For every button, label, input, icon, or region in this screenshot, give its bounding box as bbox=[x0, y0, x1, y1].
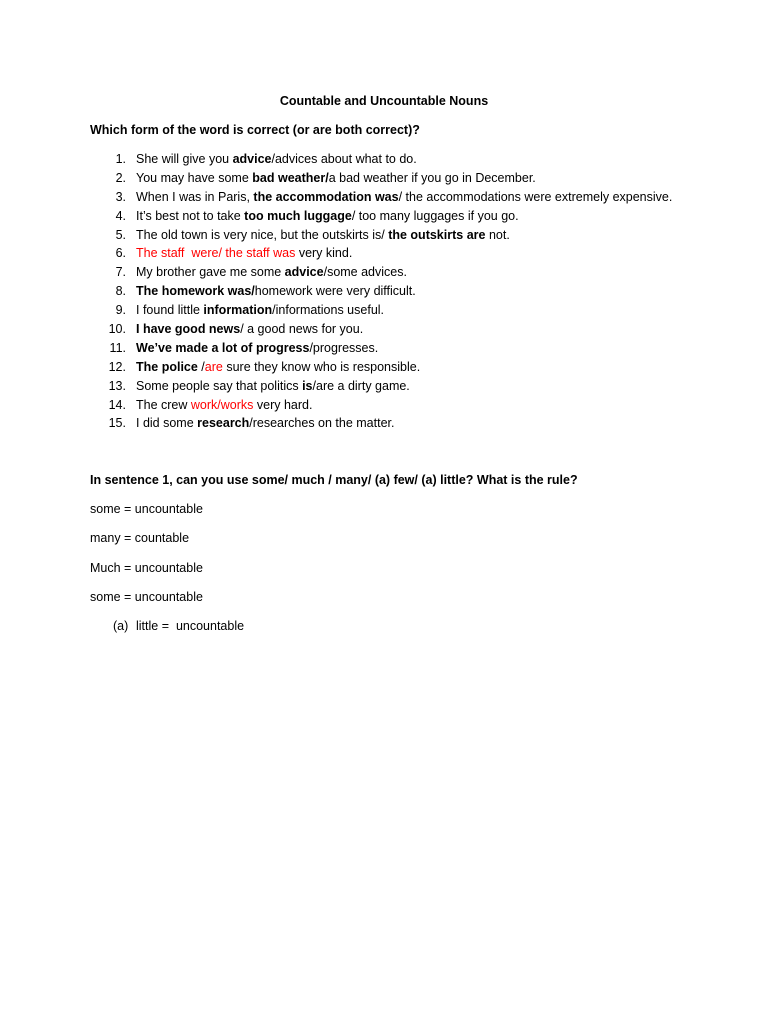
sentence-fragment: very hard. bbox=[253, 397, 313, 412]
sentence-fragment: /informations useful. bbox=[272, 303, 385, 318]
sentence-fragment: a bad weather if you go in December. bbox=[328, 170, 536, 185]
sentence-fragment: /some advices. bbox=[323, 265, 407, 280]
bold-answer-fragment: The homework was/ bbox=[136, 284, 255, 299]
exercise-item-number: 4. bbox=[115, 208, 126, 223]
bold-answer-fragment: the outskirts are bbox=[388, 227, 486, 242]
sentence-fragment: homework were very difficult. bbox=[254, 284, 416, 299]
bold-answer-fragment: is bbox=[302, 378, 313, 393]
sentence-fragment: Some people say that politics bbox=[136, 378, 303, 393]
sentence-fragment: /are a dirty game. bbox=[312, 378, 410, 393]
bold-answer-fragment: bad weather/ bbox=[252, 170, 329, 185]
exercise-item bbox=[0, 265, 768, 284]
bold-answer-fragment: research bbox=[197, 416, 250, 431]
document-title: Countable and Uncountable Nouns bbox=[279, 94, 489, 108]
exercise-item-text bbox=[136, 341, 378, 356]
exercise-item bbox=[0, 322, 768, 341]
exercise-item bbox=[0, 209, 768, 228]
exercise-item-text bbox=[136, 322, 363, 337]
sentence-fragment: sure they know who is responsible. bbox=[222, 359, 421, 374]
exercise-item-number: 7. bbox=[115, 265, 126, 280]
exercise-item bbox=[0, 246, 768, 265]
follow-up-question: In sentence 1, can you use some/ much / many/ (a) few/ (a) little? What is the rule? bbox=[90, 473, 578, 487]
bold-answer-fragment: information bbox=[203, 303, 273, 318]
sentence-fragment: / the accommodations were extremely expensive. bbox=[398, 189, 673, 204]
exercise-item bbox=[0, 379, 768, 398]
sentence-fragment: very kind. bbox=[295, 246, 353, 261]
exercise-item-number: 5. bbox=[115, 227, 126, 242]
rule-line-many: many = countable bbox=[90, 531, 190, 545]
exercise-item bbox=[0, 416, 768, 435]
sentence-fragment: She will give you bbox=[136, 152, 233, 166]
rule-line-little-text: little = uncountable bbox=[136, 619, 245, 633]
exercise-item-text bbox=[136, 152, 417, 167]
red-answer-fragment: The staff were/ the staff was bbox=[136, 246, 296, 261]
exercise-item-text bbox=[136, 284, 416, 299]
sentence-fragment: You may have some bbox=[136, 170, 253, 185]
bold-answer-fragment: The police bbox=[136, 359, 202, 374]
sentence-fragment: /researches on the matter. bbox=[249, 416, 395, 431]
bold-answer-fragment: the accommodation was bbox=[253, 189, 399, 204]
exercise-item-text bbox=[136, 246, 352, 261]
sentence-fragment: My brother gave me some bbox=[136, 265, 285, 280]
rule-line-some: some = uncountable bbox=[90, 502, 203, 516]
exercise-item-text bbox=[136, 303, 384, 318]
bold-answer-fragment: advice bbox=[284, 265, 324, 280]
sentence-fragment: The old town is very nice, but the outskirts is/ bbox=[136, 227, 389, 242]
sentence-fragment: It’s best not to take bbox=[136, 208, 245, 223]
exercise-item-number: 2. bbox=[115, 170, 126, 185]
exercise-item-number: 14. bbox=[108, 397, 126, 412]
exercise-item-number: 8. bbox=[115, 284, 126, 299]
sentence-fragment: / too many luggages if you go. bbox=[351, 208, 519, 223]
exercise-item-text bbox=[136, 171, 536, 186]
exercise-item-text bbox=[136, 379, 410, 394]
rule-line-much: Much = uncountable bbox=[90, 561, 203, 575]
rule-line-little bbox=[113, 619, 244, 633]
sentence-fragment: / bbox=[201, 359, 205, 374]
exercise-item bbox=[0, 398, 768, 417]
sentence-fragment: /progresses. bbox=[309, 340, 379, 355]
exercise-item-text bbox=[136, 360, 420, 375]
exercise-item bbox=[0, 228, 768, 247]
exercise-item-text bbox=[136, 209, 519, 224]
sentence-fragment: I found little bbox=[136, 303, 204, 318]
sentence-fragment: / a good news for you. bbox=[240, 322, 364, 337]
exercise-item bbox=[0, 190, 768, 209]
sentence-fragment: The crew bbox=[136, 397, 191, 412]
exercise-item-number: 15. bbox=[108, 416, 126, 431]
exercise-item-number: 10. bbox=[108, 322, 126, 337]
sentence-fragment: When I was in Paris, bbox=[136, 189, 254, 204]
exercise-item bbox=[0, 284, 768, 303]
exercise-item-number: 13. bbox=[108, 378, 126, 393]
exercise-item bbox=[0, 303, 768, 322]
bold-answer-fragment: advice bbox=[232, 152, 272, 166]
sentence-fragment: not. bbox=[485, 227, 510, 242]
exercise-item-number: 6. bbox=[115, 246, 126, 261]
exercise-item-number: 11. bbox=[109, 340, 126, 355]
exercise-item-number: 12. bbox=[108, 359, 126, 374]
exercise-item bbox=[0, 171, 768, 190]
rule-line-little-marker: (a) bbox=[113, 619, 129, 633]
exercise-item-text bbox=[136, 265, 407, 280]
exercise-item bbox=[0, 360, 768, 379]
bold-answer-fragment: I have good news bbox=[136, 322, 241, 337]
red-answer-fragment: are bbox=[204, 359, 223, 374]
red-answer-fragment: work/works bbox=[190, 397, 254, 412]
sentence-fragment: /advices about what to do. bbox=[271, 152, 417, 166]
bold-answer-fragment: too much luggage bbox=[244, 208, 352, 223]
exercise-item-text bbox=[136, 416, 394, 431]
exercise-item-number: 3. bbox=[115, 189, 126, 204]
exercise-item-text bbox=[136, 228, 510, 243]
exercise-item-number: 9. bbox=[115, 303, 126, 318]
rule-line-some-repeat: some = uncountable bbox=[90, 590, 203, 604]
sentence-fragment: I did some bbox=[136, 416, 198, 431]
exercise-item bbox=[0, 341, 768, 360]
exercise-item-text bbox=[136, 398, 312, 413]
exercise-instruction: Which form of the word is correct (or are both correct)? bbox=[90, 123, 420, 137]
exercise-item-text bbox=[136, 190, 672, 205]
exercise-list bbox=[0, 152, 768, 435]
bold-answer-fragment: We’ve made a lot of progress bbox=[136, 340, 310, 355]
exercise-item bbox=[0, 152, 768, 171]
exercise-item-number: 1. bbox=[115, 152, 126, 166]
